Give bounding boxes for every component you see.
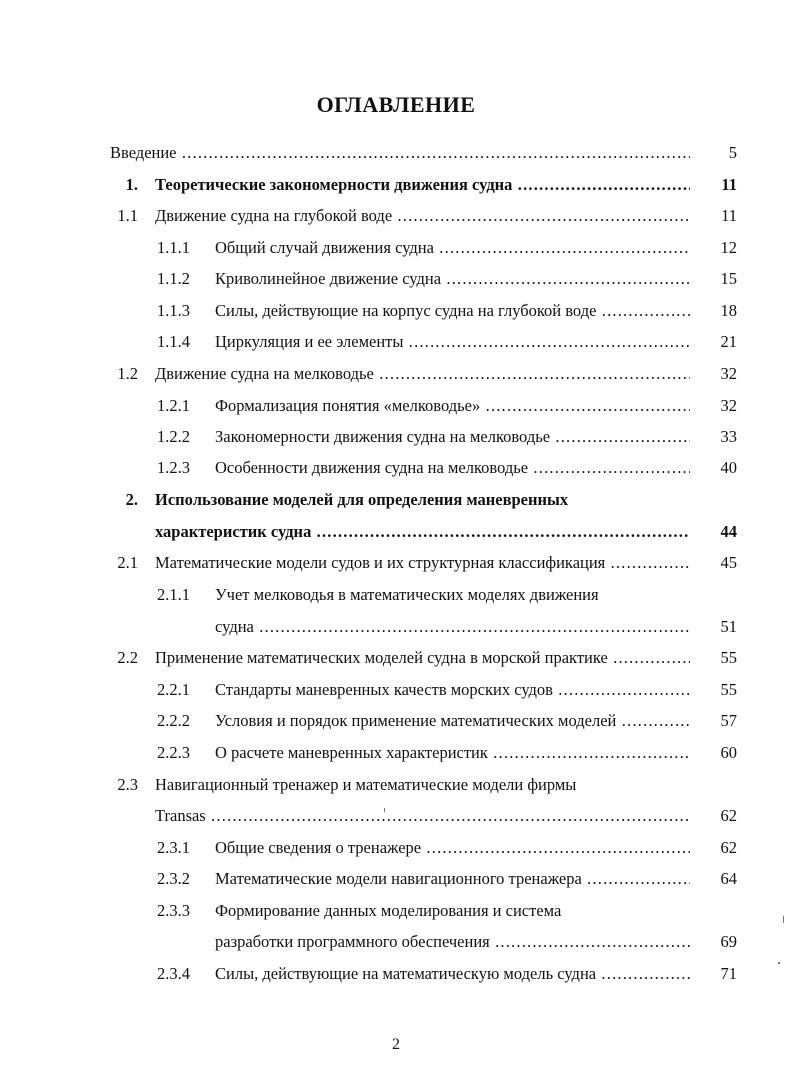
toc-entry-number: 1.1.3 [157, 301, 190, 320]
scan-speck [384, 808, 385, 812]
toc-entry-number: 2.3 [117, 775, 138, 794]
toc-entry-number: 2.3.1 [157, 838, 190, 857]
page-number: 2 [392, 1036, 400, 1053]
toc-entry-text: Учет мелководья в математических моделях движения [215, 585, 599, 604]
scan-speck [778, 962, 780, 964]
toc-entry-page: 64 [720, 869, 737, 888]
toc-entry-text: судна ..... [215, 612, 690, 642]
toc-entry-page: 32 [720, 396, 737, 415]
toc-entry-text: Силы, действующие на математическую модель судна ..... [215, 959, 690, 989]
toc-entry-number: 1.2.1 [157, 396, 190, 415]
toc-entry-text: характеристик судна ..... [155, 517, 690, 547]
toc-entry-text: Применение математических моделей судна в морской практике ..... [155, 643, 690, 673]
toc-entry-page: 40 [720, 458, 737, 477]
toc-entry-page: 11 [721, 206, 737, 225]
toc-entry-page: 33 [720, 427, 737, 446]
scan-speck [783, 916, 784, 923]
toc-entry-page: 45 [720, 553, 737, 572]
toc-entry-text: Циркуляция и ее элементы ..... [215, 327, 690, 357]
toc-entry-text: Условия и порядок применение математических моделей ..... [215, 706, 690, 736]
toc-entry-text: Закономерности движения судна на мелководье ..... [215, 422, 690, 452]
toc-entry-number: 2.3.3 [157, 901, 190, 920]
toc-entry-1-2-2[interactable] [0, 422, 792, 452]
toc-entry-number: 1.1 [117, 206, 138, 225]
toc-entry-2-2-3[interactable] [0, 738, 792, 768]
toc-entry-page: 69 [720, 932, 737, 951]
toc-entry-page: 55 [720, 648, 737, 667]
toc-entry-text: Силы, действующие на корпус судна на глубокой воде ..... [215, 296, 690, 326]
toc-entry-text: Общий случай движения судна ..... [215, 233, 690, 263]
toc-entry-number: 2.3.2 [157, 869, 190, 888]
toc-entry-text: Формирование данных моделирования и система [215, 901, 562, 920]
toc-entry-chapter-2-continuation[interactable] [0, 517, 792, 547]
toc-entry-text: Математические модели судов и их структурная классификация ..... [155, 548, 690, 578]
toc-entry-number: 2.3.4 [157, 964, 190, 983]
toc-entry-chapter-1[interactable] [0, 170, 792, 200]
toc-entry-number: 1.2.2 [157, 427, 190, 446]
toc-entry-number: 2.2 [117, 648, 138, 667]
toc-entry-text: Стандарты маневренных качеств морских судов ..... [215, 675, 690, 705]
toc-entry-2-2-1[interactable] [0, 675, 792, 705]
toc-entry-2-3[interactable] [0, 770, 792, 800]
toc-entry-number: 2.1.1 [157, 585, 190, 604]
toc-entry-1-1-2[interactable] [0, 264, 792, 294]
toc-entry-page: 5 [728, 143, 737, 162]
toc-entry-page: 55 [720, 680, 737, 699]
toc-entry-page: 12 [720, 238, 737, 257]
toc-entry-1-2-3[interactable] [0, 453, 792, 483]
toc-entry-chapter-2[interactable] [0, 485, 792, 515]
toc-entry-text: Общие сведения о тренажере ..... [215, 833, 690, 863]
toc-entry-number: 1.2.3 [157, 458, 190, 477]
toc-entry-2-3-continuation[interactable] [0, 801, 792, 831]
toc-entry-number: 1.1.4 [157, 332, 190, 351]
toc-entry-text: Математические модели навигационного тренажера ..... [215, 864, 690, 894]
toc-entry-2-3-4[interactable] [0, 959, 792, 989]
toc-entry-page: 32 [720, 364, 737, 383]
toc-entry-page: 15 [720, 269, 737, 288]
toc-entry-2-3-3-continuation[interactable] [0, 927, 792, 957]
toc-entry-2-1-1-continuation[interactable] [0, 612, 792, 642]
toc-entry-page: 62 [720, 806, 737, 825]
toc-entry-number: 2. [125, 490, 138, 509]
toc-entry-page: 44 [720, 522, 737, 541]
toc-entry-1-1-4[interactable] [0, 327, 792, 357]
toc-entry-2-3-1[interactable] [0, 833, 792, 863]
toc-entry-2-3-2[interactable] [0, 864, 792, 894]
toc-entry-text: Использование моделей для определения маневренных [155, 490, 569, 509]
toc-entry-1-1[interactable] [0, 201, 792, 231]
toc-entry-number: 2.2.3 [157, 743, 190, 762]
toc-entry-number: 1. [125, 175, 138, 194]
toc-entry-page: 51 [720, 617, 737, 636]
toc-entry-introduction[interactable] [0, 138, 792, 168]
toc-entry-2-1[interactable] [0, 548, 792, 578]
toc-entry-1-2-1[interactable] [0, 391, 792, 421]
toc-entry-1-1-3[interactable] [0, 296, 792, 326]
toc-entry-text: Формализация понятия «мелководье» ..... [215, 391, 690, 421]
toc-entry-number: 1.1.1 [157, 238, 190, 257]
toc-entry-2-1-1[interactable] [0, 580, 792, 610]
page-title: ОГЛАВЛЕНИЕ [316, 92, 476, 117]
toc-entry-text: О расчете маневренных характеристик ..... [215, 738, 690, 768]
toc-entry-number: 1.2 [117, 364, 138, 383]
toc-entry-page: 21 [720, 332, 737, 351]
toc-entry-text: разработки программного обеспечения ..... [215, 927, 690, 957]
toc-entry-text: Особенности движения судна на мелководье ..... [215, 453, 690, 483]
toc-entry-text: Введение ..... [110, 138, 690, 168]
toc-entry-number: 1.1.2 [157, 269, 190, 288]
toc-entry-page: 62 [720, 838, 737, 857]
toc-entry-number: 2.2.1 [157, 680, 190, 699]
toc-entry-number: 2.2.2 [157, 711, 190, 730]
toc-entry-number: 2.1 [117, 553, 138, 572]
toc-entry-text: Движение судна на глубокой воде ..... [155, 201, 690, 231]
toc-entry-page: 57 [720, 711, 737, 730]
toc-entry-page: 18 [720, 301, 737, 320]
toc-entry-page: 60 [720, 743, 737, 762]
toc-entry-2-3-3[interactable] [0, 896, 792, 926]
toc-entry-page: 11 [721, 175, 737, 194]
toc-entry-page: 71 [720, 964, 737, 983]
toc-entry-text: Криволинейное движение судна ..... [215, 264, 690, 294]
toc-entry-2-2[interactable] [0, 643, 792, 673]
toc-entry-2-2-2[interactable] [0, 706, 792, 736]
toc-entry-text: Теоретические закономерности движения судна ..... [155, 170, 690, 200]
toc-entry-1-2[interactable] [0, 359, 792, 389]
toc-entry-text: Движение судна на мелководье ..... [155, 359, 690, 389]
toc-entry-text: Навигационный тренажер и математические модели фирмы [155, 775, 577, 794]
toc-entry-text: Transas ..... [155, 801, 690, 831]
toc-entry-1-1-1[interactable] [0, 233, 792, 263]
